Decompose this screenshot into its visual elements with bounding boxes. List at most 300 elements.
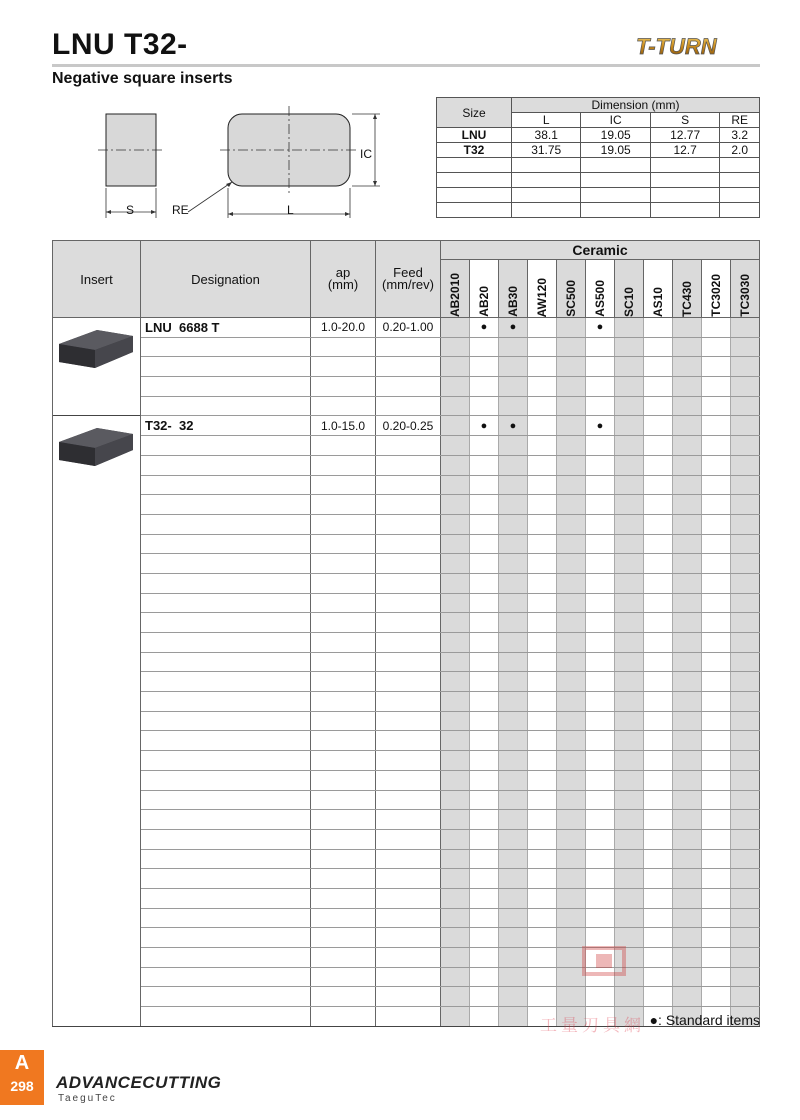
grade-cell (441, 692, 470, 712)
grade-cell (731, 908, 760, 928)
grade-cell (470, 337, 499, 357)
feed-cell (376, 554, 441, 574)
designation-cell (141, 810, 311, 830)
grade-cell (702, 672, 731, 692)
grade-cell (644, 751, 673, 771)
feed-cell (376, 692, 441, 712)
grade-cell (702, 928, 731, 948)
grade-cell (615, 495, 644, 515)
grade-cell (441, 869, 470, 889)
table-row (53, 475, 760, 495)
grade-cell (702, 495, 731, 515)
designation-cell (141, 455, 311, 475)
feed-cell (376, 711, 441, 731)
feed-cell (376, 1007, 441, 1027)
grade-cell (499, 790, 528, 810)
grade-cell (470, 928, 499, 948)
size-header: Size (437, 98, 512, 128)
grade-cell (470, 770, 499, 790)
grade-cell (557, 751, 586, 771)
grade-cell (673, 337, 702, 357)
grade-cell (441, 573, 470, 593)
standard-item-marker: ● (586, 318, 615, 338)
grade-cell (644, 711, 673, 731)
grade-cell (702, 829, 731, 849)
grade-cell (673, 573, 702, 593)
table-row (53, 770, 760, 790)
grade-cell (441, 416, 470, 436)
ap-cell (311, 573, 376, 593)
grade-cell (615, 593, 644, 613)
grade-cell (702, 849, 731, 869)
feed-cell (376, 652, 441, 672)
grade-cell (470, 948, 499, 968)
grade-cell (557, 416, 586, 436)
grade-cell (731, 849, 760, 869)
designation-cell (141, 633, 311, 653)
grade-cell (499, 987, 528, 1007)
grade-cell (615, 377, 644, 397)
grade-cell (673, 416, 702, 436)
grade-cell (557, 436, 586, 456)
ap-cell (311, 377, 376, 397)
grade-cell (499, 633, 528, 653)
ap-cell (311, 908, 376, 928)
grade-cell (644, 672, 673, 692)
ap-cell (311, 692, 376, 712)
grade-cell (644, 475, 673, 495)
grade-cell (673, 869, 702, 889)
grade-cell (499, 692, 528, 712)
grade-cell (528, 416, 557, 436)
ap-cell (311, 337, 376, 357)
table-row (53, 908, 760, 928)
grade-cell (528, 455, 557, 475)
grade-cell (441, 908, 470, 928)
designation-cell (141, 888, 311, 908)
feed-cell (376, 751, 441, 771)
grade-cell (673, 475, 702, 495)
ap-cell (311, 554, 376, 574)
feed-cell (376, 495, 441, 515)
grade-header: TC430 (673, 260, 702, 318)
grade-cell (499, 652, 528, 672)
grade-cell (499, 908, 528, 928)
grade-cell (731, 377, 760, 397)
grade-cell (441, 849, 470, 869)
grade-cell (586, 573, 615, 593)
grade-cell (673, 455, 702, 475)
grade-cell (702, 436, 731, 456)
grade-cell (557, 495, 586, 515)
grade-cell (702, 633, 731, 653)
designation-cell (141, 987, 311, 1007)
feed-header: Feed (mm/rev) (376, 241, 441, 318)
grade-cell (615, 318, 644, 338)
grade-cell (470, 987, 499, 1007)
grade-cell (470, 357, 499, 377)
grade-header: AB2010 (441, 260, 470, 318)
grade-cell (441, 928, 470, 948)
grade-cell (731, 357, 760, 377)
grade-cell (470, 573, 499, 593)
grade-cell (615, 455, 644, 475)
grade-cell (557, 790, 586, 810)
designation-cell (141, 869, 311, 889)
grade-header: AB20 (470, 260, 499, 318)
watermark (534, 944, 684, 1035)
ap-header: ap (mm) (311, 241, 376, 318)
grade-cell (644, 633, 673, 653)
designation-cell (141, 948, 311, 968)
feed-cell (376, 377, 441, 397)
ap-cell (311, 711, 376, 731)
feed-cell (376, 849, 441, 869)
brand-sub: TaeguTec (58, 1093, 117, 1104)
dimension-column-header: L (512, 113, 581, 128)
grade-cell (615, 357, 644, 377)
designation-cell (141, 416, 311, 436)
table-row (53, 436, 760, 456)
grade-cell (702, 514, 731, 534)
grade-cell (470, 514, 499, 534)
grade-cell (470, 711, 499, 731)
grade-cell (702, 416, 731, 436)
grade-cell (702, 711, 731, 731)
table-row (53, 534, 760, 554)
grade-cell (673, 396, 702, 416)
designation-code: 6688 T (179, 319, 220, 335)
grade-cell (441, 652, 470, 672)
feed-cell (376, 731, 441, 751)
grade-cell (673, 436, 702, 456)
grade-cell (644, 534, 673, 554)
feed-cell (376, 455, 441, 475)
grade-cell (441, 475, 470, 495)
grade-cell (586, 770, 615, 790)
grade-cell (731, 810, 760, 830)
grade-cell (586, 396, 615, 416)
grade-cell (470, 633, 499, 653)
dimension-column-header: RE (720, 113, 760, 128)
ap-cell (311, 455, 376, 475)
grade-cell (499, 613, 528, 633)
grade-cell (441, 711, 470, 731)
grade-cell (470, 849, 499, 869)
dimension-label-ic: IC (360, 147, 372, 161)
table-row (53, 711, 760, 731)
grade-cell (470, 495, 499, 515)
ap-cell: 1.0-15.0 (311, 416, 376, 436)
ceramic-header: Ceramic (441, 241, 760, 260)
designation-cell (141, 318, 311, 338)
grade-cell (644, 573, 673, 593)
grade-cell (499, 337, 528, 357)
grade-cell (644, 495, 673, 515)
grade-cell (528, 672, 557, 692)
grade-cell (441, 731, 470, 751)
grade-cell (702, 692, 731, 712)
grade-cell (499, 1007, 528, 1027)
table-row (53, 377, 760, 397)
designation-cell (141, 593, 311, 613)
ap-cell (311, 652, 376, 672)
grade-cell (673, 318, 702, 338)
table-row (53, 672, 760, 692)
brand-name: ADVANCECUTTING (56, 1073, 222, 1092)
grade-cell (731, 495, 760, 515)
grade-cell (644, 318, 673, 338)
feed-cell (376, 534, 441, 554)
standard-item-marker: ● (499, 318, 528, 338)
grade-cell (673, 711, 702, 731)
grade-cell (557, 711, 586, 731)
designation-cell (141, 534, 311, 554)
designation-header: Designation (141, 241, 311, 318)
grade-cell (557, 318, 586, 338)
grade-cell (528, 357, 557, 377)
grade-cell (441, 593, 470, 613)
grade-cell (470, 751, 499, 771)
grade-cell (441, 810, 470, 830)
dimension-label-l: L (287, 203, 294, 217)
feed-cell (376, 829, 441, 849)
grade-cell (557, 888, 586, 908)
dimension-label-re: RE (172, 203, 189, 217)
grade-cell (731, 455, 760, 475)
designation-cell (141, 692, 311, 712)
feed-cell (376, 948, 441, 968)
grade-cell (615, 554, 644, 574)
table-row (53, 573, 760, 593)
grade-cell (702, 987, 731, 1007)
feed-cell (376, 672, 441, 692)
grade-cell (586, 849, 615, 869)
grade-cell (528, 495, 557, 515)
feed-cell (376, 514, 441, 534)
grade-cell (673, 790, 702, 810)
designation-cell (141, 908, 311, 928)
dimension-table (436, 97, 760, 218)
grade-cell (702, 534, 731, 554)
grade-cell (470, 396, 499, 416)
feed-cell (376, 593, 441, 613)
grade-cell (644, 554, 673, 574)
feed-cell (376, 357, 441, 377)
grade-cell (499, 495, 528, 515)
grade-cell (557, 770, 586, 790)
designation-cell (141, 751, 311, 771)
grade-cell (615, 337, 644, 357)
grade-cell (702, 593, 731, 613)
grade-cell (441, 613, 470, 633)
grade-cell (557, 377, 586, 397)
grade-cell (702, 337, 731, 357)
grade-cell (586, 554, 615, 574)
designation-cell (141, 711, 311, 731)
grade-cell (470, 652, 499, 672)
feed-cell (376, 475, 441, 495)
grade-cell (499, 869, 528, 889)
table-row (53, 318, 760, 338)
designation-cell (141, 849, 311, 869)
feed-cell (376, 790, 441, 810)
dimension-row (437, 128, 760, 143)
grade-cell (470, 692, 499, 712)
grade-cell (528, 829, 557, 849)
grade-cell (557, 573, 586, 593)
grade-cell (673, 357, 702, 377)
grade-cell (499, 475, 528, 495)
grade-cell (615, 396, 644, 416)
grade-cell (731, 967, 760, 987)
grade-cell (499, 829, 528, 849)
page-title: LNU T32- (52, 28, 188, 61)
table-row (53, 869, 760, 889)
grade-cell (557, 829, 586, 849)
grade-cell (470, 967, 499, 987)
ap-cell (311, 829, 376, 849)
grade-cell (528, 888, 557, 908)
grade-cell (731, 475, 760, 495)
ap-cell (311, 770, 376, 790)
ap-cell (311, 436, 376, 456)
value-cell: 31.75 (512, 143, 581, 158)
grade-cell (586, 534, 615, 554)
grade-cell (557, 475, 586, 495)
designation-cell (141, 495, 311, 515)
svg-text:T-TURN: T-TURN (636, 34, 717, 59)
ap-cell (311, 396, 376, 416)
grade-cell (441, 770, 470, 790)
grade-cell (702, 318, 731, 338)
grade-cell (499, 967, 528, 987)
grade-cell (557, 593, 586, 613)
grade-cell (441, 888, 470, 908)
grade-cell (673, 692, 702, 712)
table-row (53, 554, 760, 574)
grade-cell (615, 829, 644, 849)
designation-cell (141, 829, 311, 849)
grade-header: AS500 (586, 260, 615, 318)
grade-cell (731, 888, 760, 908)
grade-cell (731, 672, 760, 692)
ap-cell: 1.0-20.0 (311, 318, 376, 338)
grade-cell (586, 672, 615, 692)
grade-cell (586, 377, 615, 397)
grade-cell (528, 633, 557, 653)
grade-cell (557, 396, 586, 416)
grade-cell (731, 692, 760, 712)
grade-cell (499, 731, 528, 751)
grade-cell (557, 554, 586, 574)
table-row (53, 888, 760, 908)
grade-cell (586, 495, 615, 515)
grade-cell (702, 810, 731, 830)
grade-cell (586, 810, 615, 830)
grade-cell (499, 455, 528, 475)
table-row (53, 396, 760, 416)
grade-cell (702, 790, 731, 810)
page-tab (0, 1050, 44, 1105)
grade-cell (615, 613, 644, 633)
grade-cell (731, 987, 760, 1007)
grade-cell (615, 652, 644, 672)
ap-cell (311, 888, 376, 908)
grade-cell (528, 337, 557, 357)
grade-cell (586, 751, 615, 771)
grade-cell (528, 751, 557, 771)
grade-cell (731, 751, 760, 771)
feed-cell (376, 888, 441, 908)
designation-cell (141, 613, 311, 633)
grade-cell (644, 396, 673, 416)
table-row (53, 495, 760, 515)
grade-cell (499, 711, 528, 731)
grade-cell (557, 731, 586, 751)
grade-cell (731, 554, 760, 574)
grade-cell (586, 593, 615, 613)
ap-cell (311, 928, 376, 948)
grade-cell (702, 888, 731, 908)
grade-cell (470, 613, 499, 633)
grade-cell (644, 692, 673, 712)
grade-cell (441, 377, 470, 397)
grade-cell (528, 731, 557, 751)
grade-cell (557, 357, 586, 377)
table-row (53, 633, 760, 653)
grade-cell (528, 711, 557, 731)
grade-cell (615, 731, 644, 751)
table-row (53, 337, 760, 357)
size-cell: T32 (437, 143, 512, 158)
grade-cell (586, 731, 615, 751)
table-row (53, 829, 760, 849)
designation-cell (141, 1007, 311, 1027)
grade-cell (731, 731, 760, 751)
grade-cell (441, 554, 470, 574)
grade-cell (557, 534, 586, 554)
grade-header: AB30 (499, 260, 528, 318)
feed-cell (376, 967, 441, 987)
grade-cell (615, 888, 644, 908)
table-row (53, 455, 760, 475)
grade-cell (673, 731, 702, 751)
grade-cell (528, 475, 557, 495)
grade-cell (528, 849, 557, 869)
grade-cell (731, 613, 760, 633)
grade-cell (441, 495, 470, 515)
designation-cell (141, 377, 311, 397)
grade-cell (557, 672, 586, 692)
feed-cell (376, 987, 441, 1007)
grade-cell (528, 790, 557, 810)
grade-cell (615, 692, 644, 712)
dimension-column-header: IC (581, 113, 650, 128)
ap-cell (311, 790, 376, 810)
table-row (53, 416, 760, 436)
grade-cell (702, 357, 731, 377)
standard-item-marker: ● (470, 416, 499, 436)
grade-cell (528, 534, 557, 554)
grade-cell (586, 790, 615, 810)
ap-cell (311, 514, 376, 534)
designation-cell (141, 672, 311, 692)
grade-cell (470, 908, 499, 928)
grade-cell (586, 908, 615, 928)
grade-cell (528, 573, 557, 593)
grade-cell (470, 1007, 499, 1027)
